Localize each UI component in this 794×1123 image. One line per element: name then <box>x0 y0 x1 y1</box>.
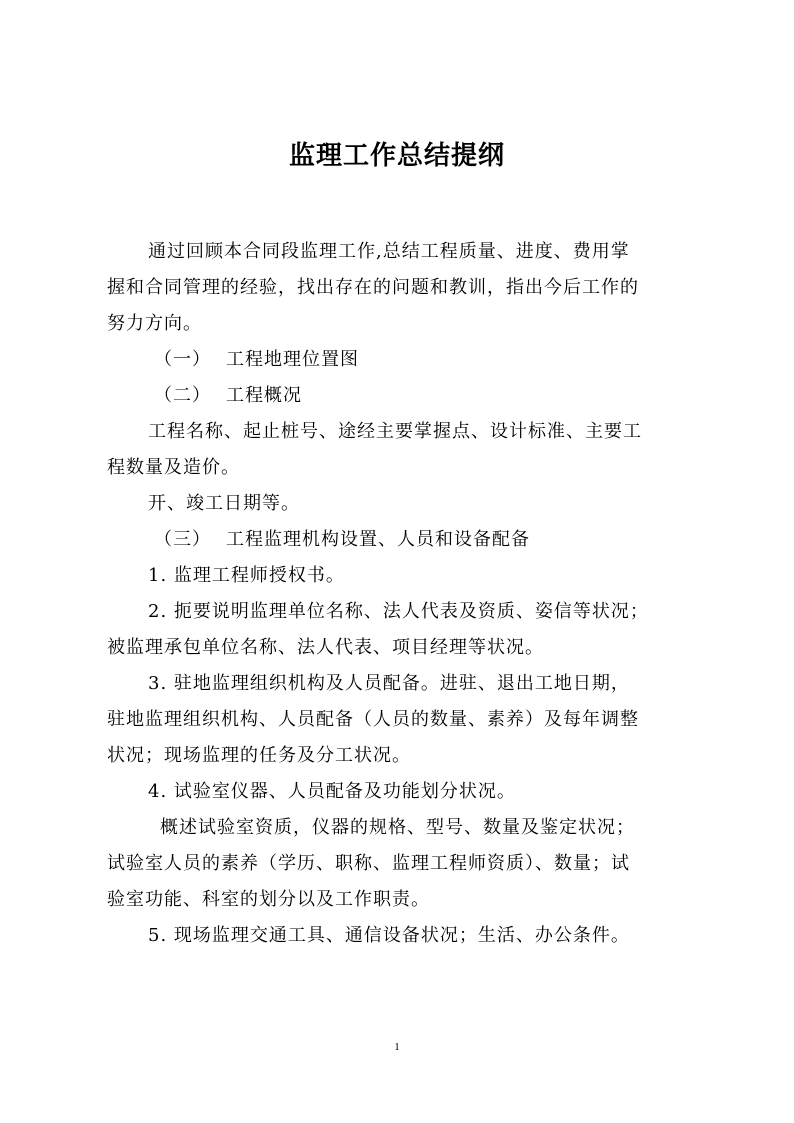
item-5: 5. 现场监理交通工具、通信设备状况；生活、办公条件。 <box>148 925 630 946</box>
item-1: 1. 监理工程师授权书。 <box>148 565 345 586</box>
item-3-line-3: 状况；现场监理的任务及分工状况。 <box>107 745 411 766</box>
intro-line-2: 握和合同管理的经验，找出存在的问题和教训，指出今后工作的 <box>107 277 639 298</box>
dates-line: 开、竣工日期等。 <box>148 493 300 514</box>
section-title-2: 工程概况 <box>226 385 302 406</box>
document-body <box>107 234 697 954</box>
section-title-3: 工程监理机构设置、人员和设备配备 <box>226 529 530 550</box>
item-3-line-2: 驻地监理组织机构、人员配备（人员的数量、素养）及每年调整 <box>107 709 639 730</box>
page-number: 1 <box>394 1041 400 1053</box>
section-heading-3 <box>107 522 697 558</box>
section-number-3: （三） <box>154 529 211 550</box>
document-title: 监理工作总结提纲 <box>288 141 505 171</box>
item-2-line-2: 被监理承包单位名称、法人代表、项目经理等状况。 <box>107 637 544 658</box>
item-4-detail-line-3: 验室功能、科室的划分以及工作职责。 <box>107 889 430 910</box>
item-2-line-1: 2. 扼要说明监理单位名称、法人代表及资质、姿信等状况； <box>148 601 649 622</box>
item-4: 4. 试验室仪器、人员配备及功能划分状况。 <box>148 781 516 802</box>
section-number-2: （二） <box>154 385 211 406</box>
section-heading-2 <box>107 378 697 414</box>
item-4-detail-line-2: 试验室人员的素养（学历、职称、监理工程师资质）、数量；试 <box>107 853 630 874</box>
overview-line-1: 工程名称、起止桩号、途经主要掌握点、设计标准、主要工 <box>148 421 642 442</box>
item-3-line-1: 3. 驻地监理组织机构及人员配备。进驻、退出工地日期， <box>148 673 630 694</box>
intro-line-3: 努力方向。 <box>107 313 202 334</box>
item-4-detail-line-1: 概述试验室资质，仪器的规格、型号、数量及鉴定状况； <box>160 817 635 838</box>
intro-line-1: 通过回顾本合同段监理工作,总结工程质量、进度、费用掌 <box>148 241 630 262</box>
overview-line-2: 程数量及造价。 <box>107 457 240 478</box>
section-title-1: 工程地理位置图 <box>226 349 359 370</box>
section-number-1: （一） <box>154 349 211 370</box>
section-heading-1 <box>107 342 697 378</box>
